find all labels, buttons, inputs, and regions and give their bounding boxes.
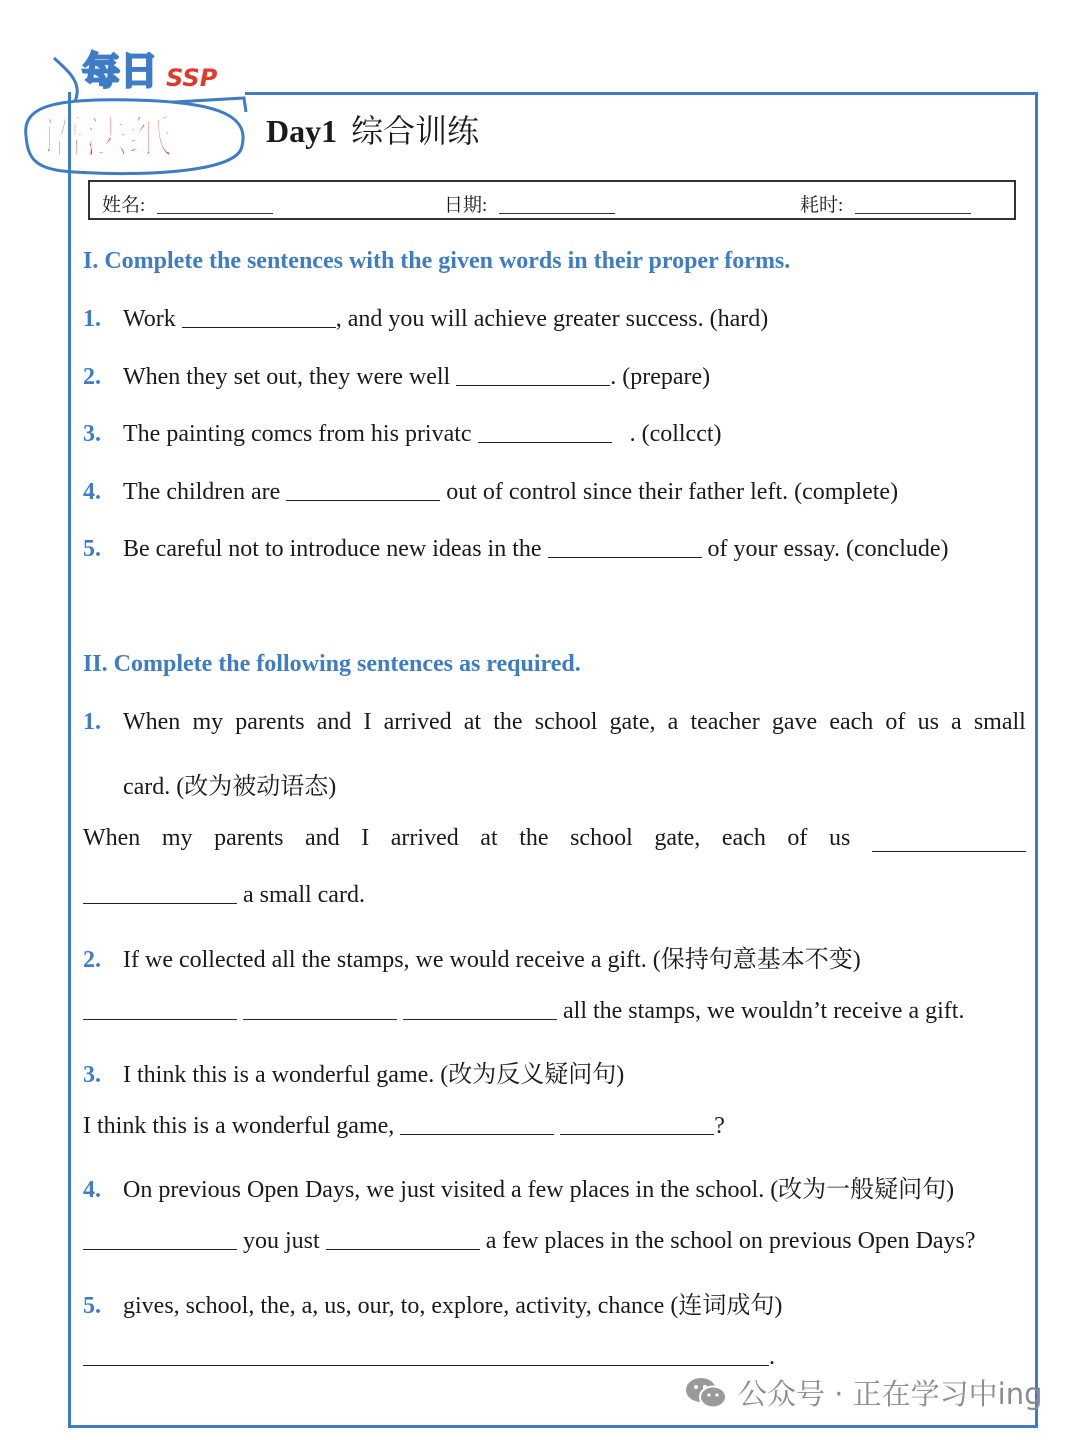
sentence-word: us <box>917 709 939 735</box>
answer-blank[interactable] <box>456 367 610 386</box>
item-text: . <box>769 1344 775 1370</box>
sentence-word: school <box>570 825 633 851</box>
answer-blank[interactable] <box>83 1231 237 1250</box>
sentence-word: I <box>363 709 372 735</box>
s2-q5 <box>83 1285 782 1320</box>
name-blank[interactable] <box>157 213 273 214</box>
answer-blank[interactable] <box>83 1347 769 1366</box>
s1-item-2 <box>83 364 710 391</box>
sentence-word: I <box>361 825 370 851</box>
sentence-word: gate, <box>654 825 701 851</box>
item-text: a small card. <box>243 882 365 908</box>
item-text: I think this is a wonderful game, <box>83 1113 395 1139</box>
sentence-word: each <box>721 825 766 851</box>
item-number: 5. <box>83 1293 101 1319</box>
item-text: If we collected all the stamps, we would receive a gift. (保持句意基本不变) <box>123 947 861 973</box>
s2-q1-line2: card. (改为被动语态) <box>123 774 337 800</box>
day-subtitle: 综合训练 <box>351 113 480 149</box>
sentence-word: and <box>304 825 340 851</box>
answer-blank[interactable] <box>83 1001 237 1020</box>
logo-line1: 每日 <box>82 49 159 93</box>
item-text: Work <box>123 306 176 332</box>
s2-q2 <box>83 939 861 974</box>
item-number: 2. <box>83 947 101 973</box>
s2-q1-answer-line2 <box>83 882 365 909</box>
item-text: ? <box>714 1113 725 1139</box>
sentence-word: my <box>192 709 224 735</box>
answer-blank[interactable] <box>83 885 237 904</box>
item-text: Be careful not to introduce new ideas in the <box>123 536 542 562</box>
s1-item-5 <box>83 536 949 563</box>
wechat-watermark <box>684 1372 1043 1413</box>
s2-q1-line1 <box>83 709 1026 736</box>
sentence-word: parents <box>214 825 284 851</box>
answer-blank[interactable] <box>403 1001 557 1020</box>
wechat-icon <box>684 1376 728 1410</box>
sentence-word: the <box>519 825 549 851</box>
item-number: 4. <box>83 479 101 505</box>
s2-q3 <box>83 1054 624 1089</box>
s1-item-1 <box>83 306 768 333</box>
logo-line2: 语法纸 <box>40 112 172 163</box>
answer-blank[interactable] <box>400 1116 554 1135</box>
item-number: 3. <box>83 1062 101 1088</box>
answer-blank[interactable] <box>872 833 1026 852</box>
sentence-word: gate, <box>609 709 656 735</box>
sentence-word: at <box>480 825 498 851</box>
sentence-word: and <box>316 709 352 735</box>
answer-blank[interactable] <box>548 539 702 558</box>
s1-item-4 <box>83 479 898 506</box>
item-number: 2. <box>83 364 101 390</box>
sentence-word: small <box>973 709 1026 735</box>
page-title <box>266 106 479 152</box>
item-number: 4. <box>83 1177 101 1203</box>
answer-blank[interactable] <box>243 1001 397 1020</box>
s1-item-3 <box>83 421 722 448</box>
name-label: 姓名: <box>102 195 146 216</box>
item-text: out of control since their father left. (complete) <box>446 479 899 505</box>
item-text: you just <box>243 1228 320 1254</box>
item-text: a few places in the school on previous Open Days? <box>485 1228 976 1254</box>
name-field <box>102 190 273 217</box>
sentence-word: school <box>534 709 598 735</box>
time-label: 耗时: <box>800 195 844 216</box>
item-text: On previous Open Days, we just visited a few places in the school. (改为一般疑问句) <box>123 1177 955 1203</box>
sentence-word: us <box>828 825 851 851</box>
s2-q1-answer-line1 <box>83 825 1026 852</box>
item-text: . (collcct) <box>629 421 722 447</box>
item-number: 1. <box>83 709 101 735</box>
sentence-word: arrived <box>383 709 452 735</box>
item-text: When they set out, they were well <box>123 364 451 390</box>
sentence-word: When <box>83 825 141 851</box>
watermark-text: 公众号 · 正在学习中ing <box>738 1377 1043 1411</box>
logo-tag: SSP <box>166 64 218 92</box>
sentence-word: When <box>123 709 181 735</box>
date-label: 日期: <box>444 195 488 216</box>
sentence-word: each <box>829 709 874 735</box>
section2-title: II. Complete the following sentences as required. <box>83 651 581 677</box>
item-number: 3. <box>83 421 101 447</box>
day-label: Day1 <box>266 113 338 149</box>
item-number: 1. <box>83 306 101 332</box>
answer-blank[interactable] <box>560 1116 714 1135</box>
item-text: , and you will achieve greater success. (hard) <box>335 306 769 332</box>
sentence-word: arrived <box>390 825 459 851</box>
s2-q5-answer <box>83 1344 775 1371</box>
item-text: . (prepare) <box>610 364 711 390</box>
s2-q3-answer <box>83 1113 725 1140</box>
answer-blank[interactable] <box>182 309 336 328</box>
date-blank[interactable] <box>499 213 615 214</box>
date-field <box>444 190 615 217</box>
student-info-box <box>88 180 1016 220</box>
sentence-word: a <box>951 709 962 735</box>
item-text: The children are <box>123 479 281 505</box>
answer-blank[interactable] <box>326 1231 480 1250</box>
sentence-word: of <box>885 709 906 735</box>
q1-sentence <box>123 709 1026 736</box>
sentence-word: teacher <box>690 709 760 735</box>
s2-q2-answer <box>83 998 964 1025</box>
item-text: I think this is a wonderful game. (改为反义疑问句) <box>123 1062 625 1088</box>
sentence-word: parents <box>235 709 305 735</box>
item-text: of your essay. (conclude) <box>707 536 949 562</box>
time-field <box>800 190 971 217</box>
sentence-word: gave <box>771 709 818 735</box>
answer-blank[interactable] <box>478 424 612 443</box>
sentence-word: a <box>667 709 679 735</box>
answer-blank[interactable] <box>286 482 440 501</box>
item-text: gives, school, the, a, us, our, to, explore, activity, chance (连词成句) <box>123 1293 783 1319</box>
sentence-word: at <box>463 709 482 735</box>
sentence-word: my <box>161 825 193 851</box>
item-text: The painting comcs from his privatc <box>123 421 472 447</box>
s2-q4-answer <box>83 1228 976 1255</box>
sentence-word: the <box>493 709 523 735</box>
item-text: all the stamps, we wouldn’t receive a gift. <box>563 998 965 1024</box>
sentence-word: of <box>787 825 808 851</box>
item-number: 5. <box>83 536 101 562</box>
s2-q4 <box>83 1169 954 1204</box>
section1-title: I. Complete the sentences with the given words in their proper forms. <box>83 248 791 274</box>
time-blank[interactable] <box>855 213 971 214</box>
